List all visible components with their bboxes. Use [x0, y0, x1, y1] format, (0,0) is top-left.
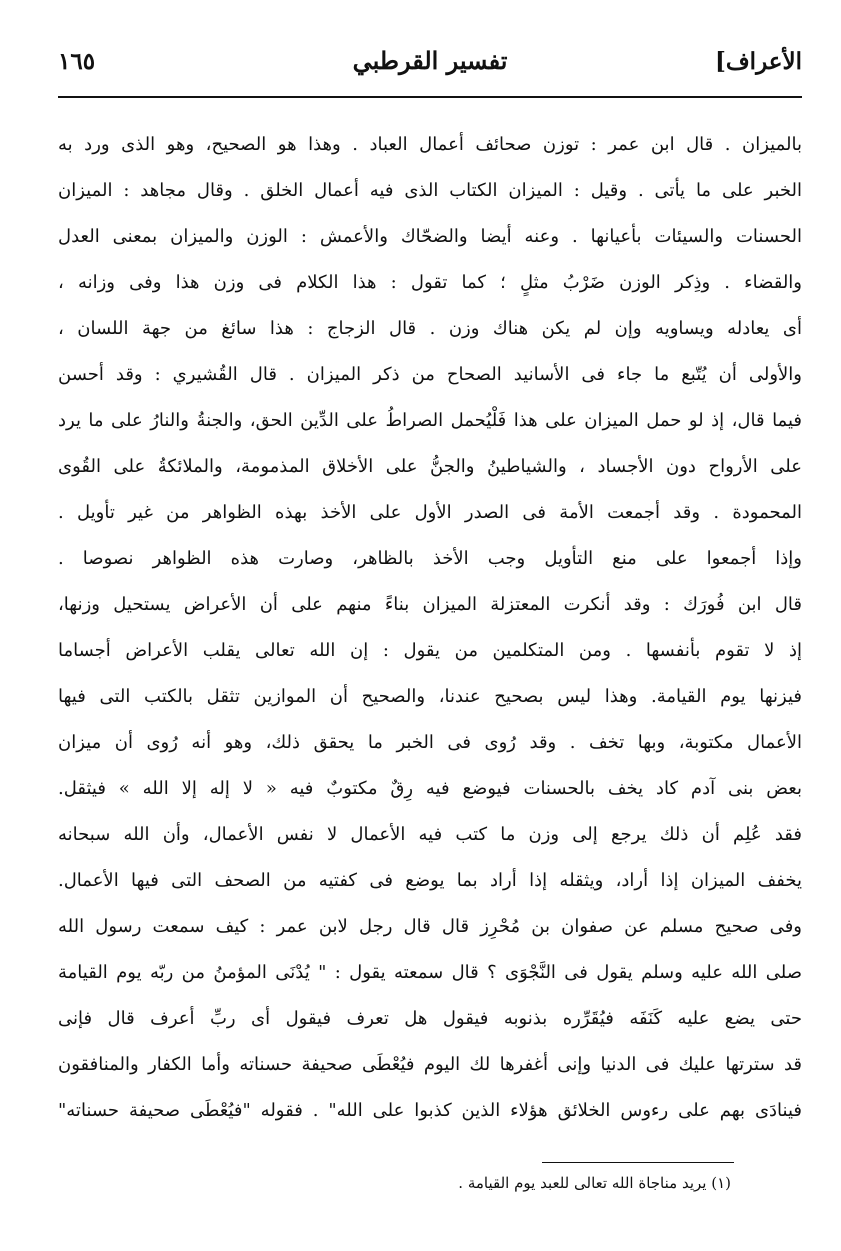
text-line: على الأرواح دون الأجساد ، والشياطينُ والجنُّ على الأخلاق المذمومة، والملائكةُ على القُوى	[58, 456, 802, 477]
text-line: وإذا أجمعوا على منع التأويل وجب الأخذ بالظاهر، وصارت هذه الظواهر نصوصا .	[58, 548, 802, 569]
text-line: صلى الله عليه وسلم يقول فى النَّجْوَى ؟ قال سمعته يقول : " يُدْنَى المؤمنُ من ربّه يوم القيامة	[58, 962, 802, 983]
text-line: الحسنات والسيئات بأعيانها . وعنه أيضا والضحّاك والأعمش : الوزن والميزان بمعنى العدل	[58, 226, 802, 247]
text-line: فيما قال، إذ لو حمل الميزان على هذا فَلْيُحمل الصراطُ على الدِّين الحق، والجنةُ والنارُ على ما يرد	[58, 410, 802, 431]
page-header	[58, 38, 802, 94]
page-number: ١٦٥	[58, 48, 96, 75]
text-line: وفى صحيح مسلم عن صفوان بن مُحْرِز قال قال رجل لابن عمر : كيف سمعت رسول الله	[58, 916, 802, 937]
text-line: أى يعادله ويساويه وإن لم يكن هناك وزن . قال الزجاج : هذا سائغ من جهة اللسان ،	[58, 318, 802, 339]
footnote-text: (١) يريد مناجاة الله تعالى للعبد يوم القيامة .	[458, 1174, 731, 1192]
text-line: فينادَى بهم على رءوس الخلائق هؤلاء الذين كذبوا على الله" . فقوله "فيُعْطَى صحيفة حسناته"	[58, 1100, 802, 1121]
footnote-divider	[542, 1162, 734, 1163]
text-line: قد سترتها عليك فى الدنيا وإنى أغفرها لك اليوم فيُعْطَى صحيفة حسناته وأما الكفار والمنافقون	[58, 1054, 802, 1075]
text-line: قال ابن فُورَك : وقد أنكرت المعتزلة الميزان بناءً منهم على أن الأعراض يستحيل وزنها،	[58, 594, 802, 615]
text-line: يخفف الميزان إذا أراد، ويثقله إذا أراد بما يوضع فى كفتيه من الصحف التى فيها الأعمال.	[58, 870, 802, 891]
footnote	[271, 1168, 731, 1198]
text-line: بالميزان . قال ابن عمر : توزن صحائف أعمال العباد . وهذا هو الصحيح، وهو الذى ورد به	[58, 134, 802, 155]
book-title: تفسير القرطبي	[352, 46, 508, 75]
text-line: والأولى أن يُتّبع ما جاء فى الأسانيد الصحاح من ذكر الميزان . قال القُشيري : وقد أحسن	[58, 364, 802, 385]
header-divider	[58, 96, 802, 98]
surah-name: الأعراف]	[714, 48, 802, 75]
main-text	[58, 122, 802, 1134]
text-line: والقضاء . وذِكر الوزن ضَرْبُ مثلٍ ؛ كما تقول : هذا الكلام فى وزن هذا وفى وزانه ،	[58, 272, 802, 293]
text-line: الأعمال مكتوبة، وبها تخف . وقد رُوى فى الخبر ما يحقق ذلك، وهو أنه رُوى أن ميزان	[58, 732, 802, 753]
text-line: حتى يضع عليه كَنَفَه فيُقَرِّره بذنوبه فيقول هل تعرف فيقول أى ربِّ أعرف قال فإنى	[58, 1008, 802, 1029]
text-line: بعض بنى آدم كاد يخف بالحسنات فيوضع فيه رِقٌ مكتوبٌ فيه « لا إله إلا الله » فيثقل.	[58, 778, 802, 799]
text-line: إذ لا تقوم بأنفسها . ومن المتكلمين من يقول : إن الله تعالى يقلب الأعراض أجساما	[58, 640, 802, 661]
text-line: المحمودة . وقد أجمعت الأمة فى الصدر الأول على الأخذ بهذه الظواهر من غير تأويل .	[58, 502, 802, 523]
text-line: الخبر على ما يأتى . وقيل : الميزان الكتاب الذى فيه أعمال الخلق . وقال مجاهد : الميزان	[58, 180, 802, 201]
text-line: فقد عُلِم أن ذلك يرجع إلى وزن ما كتب فيه الأعمال لا نفس الأعمال، وأن الله سبحانه	[58, 824, 802, 845]
text-line: فيزنها يوم القيامة. وهذا ليس بصحيح عندنا، والصحيح أن الموازين تثقل بالكتب التى فيها	[58, 686, 802, 707]
